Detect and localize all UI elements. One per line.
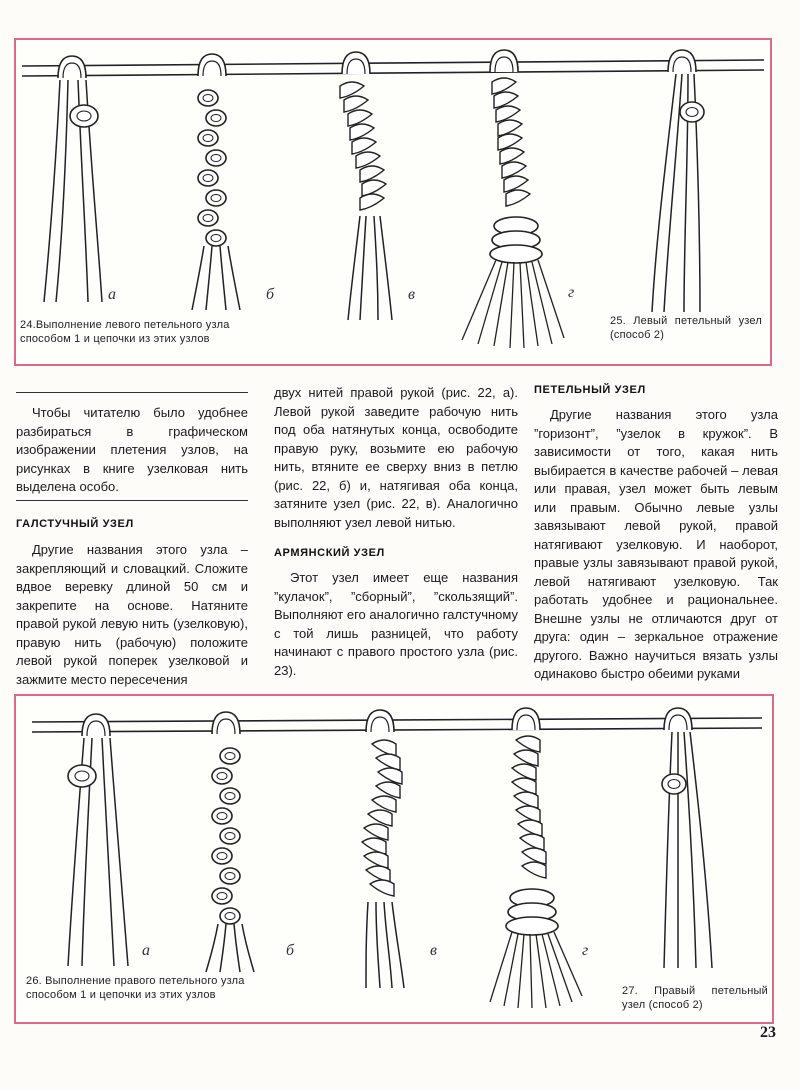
column1-body — [16, 541, 248, 689]
knot-diagram-a-icon — [44, 56, 102, 302]
fig27-caption: 27. Правый петельный узел (способ 2) — [622, 985, 768, 1011]
column2-body — [274, 384, 518, 532]
fig25-caption: 25. Левый петельный узел (способ 2) — [610, 315, 762, 341]
figure-panel-bottom — [14, 694, 774, 1024]
fig24-letter-v: в — [408, 286, 415, 303]
mounting-rod-icon — [32, 718, 762, 732]
column1-top-rule — [16, 392, 248, 393]
petelny-paragraph: Другие названия этого узла ”горизонт”, ”узелок в кружок”. В зависимости от того, какая нить выбирается в качестве рабочей – левая или правая, узел может быть левым или правым. Обычно левые узлы завязывают левой рукой, правой натягивают узелковую. И наоборот, правые узлы завязывают правой рукой, левой натягивают узелковую. Так работать удобнее и рациональнее. Внешне узлы не отличаются друг от друга: один – зеркальное отражение другого. Важно научиться вязать узлы одинаково быстро обеими руками — [534, 407, 778, 681]
knot-diagram-v-icon — [362, 710, 404, 988]
knot-diagram-b-icon — [206, 712, 254, 972]
column1-intro — [16, 404, 248, 497]
knot-diagram-b-icon — [192, 54, 240, 310]
page-number: 23 — [760, 1024, 776, 1041]
fig26-letter-v: в — [430, 942, 437, 959]
heading-galstuchny: ГАЛСТУЧНЫЙ УЗЕЛ — [16, 518, 134, 530]
fig26-letter-b: б — [286, 942, 295, 959]
fig24-letter-a: а — [108, 286, 116, 303]
fig24-letter-g: г — [568, 284, 575, 301]
heading-petelny: ПЕТЕЛЬНЫЙ УЗЕЛ — [534, 384, 646, 396]
knot-diagram-fig25-icon — [652, 50, 704, 312]
column1-mid-rule — [16, 500, 248, 501]
knot-diagram-fig27-icon — [662, 708, 712, 968]
fig26-letter-g: г — [582, 942, 589, 959]
mounting-rod-icon — [22, 60, 764, 76]
knot-diagram-a-icon — [68, 714, 128, 966]
figure-panel-top — [14, 38, 772, 366]
continuation-paragraph: двух нитей правой рукой (рис. 22, а). Левой рукой заведите рабочую нить под оба натянутых конца, освободите правую руку, возьмите ею рабочую нить, втяните ее сверху вниз в петлю (рис. 22, б) и, натягивая оба конца, затяните узел (рис. 22, в). Аналогично выполняют узел левой нитью. — [274, 385, 518, 530]
knot-diagram-g-icon — [462, 50, 564, 348]
column2-body-2 — [274, 569, 518, 680]
column3-body — [534, 406, 778, 684]
intro-paragraph: Чтобы читателю было удобнее разбираться в графическом изображении плетения узлов, на рисунках в книге узелковая нить выделена особо. — [16, 405, 248, 494]
fig26-caption: 26. Выполнение правого петельного узла способом 1 и цепочки из этих узлов — [26, 975, 245, 1001]
armyansky-paragraph: Этот узел имеет еще названия ”кулачок”, ”сборный”, ”скользящий”. Выполняют его аналогично галстучному с той лишь разницей, что работу начинают с правого простого узла (рис. 23). — [274, 570, 518, 678]
heading-armyansky: АРМЯНСКИЙ УЗЕЛ — [274, 547, 385, 559]
fig24-caption: 24.Выполнение левого петельного узла способом 1 и цепочки из этих узлов — [20, 319, 230, 345]
galstuchny-paragraph: Другие названия этого узла – закрепляющий и словацкий. Сложите вдвое веревку длиной 50 см и закрепите на основе. Натяните правой рукой левую нить (узелковую), правую нить (рабочую) положите левой рукой поперек узелковой и зажмите место пересечения — [16, 542, 248, 687]
fig26-letter-a: а — [142, 942, 150, 959]
knot-diagram-v-icon — [340, 52, 392, 320]
knot-diagram-g-icon — [490, 708, 582, 1008]
fig24-letter-b: б — [266, 286, 275, 303]
